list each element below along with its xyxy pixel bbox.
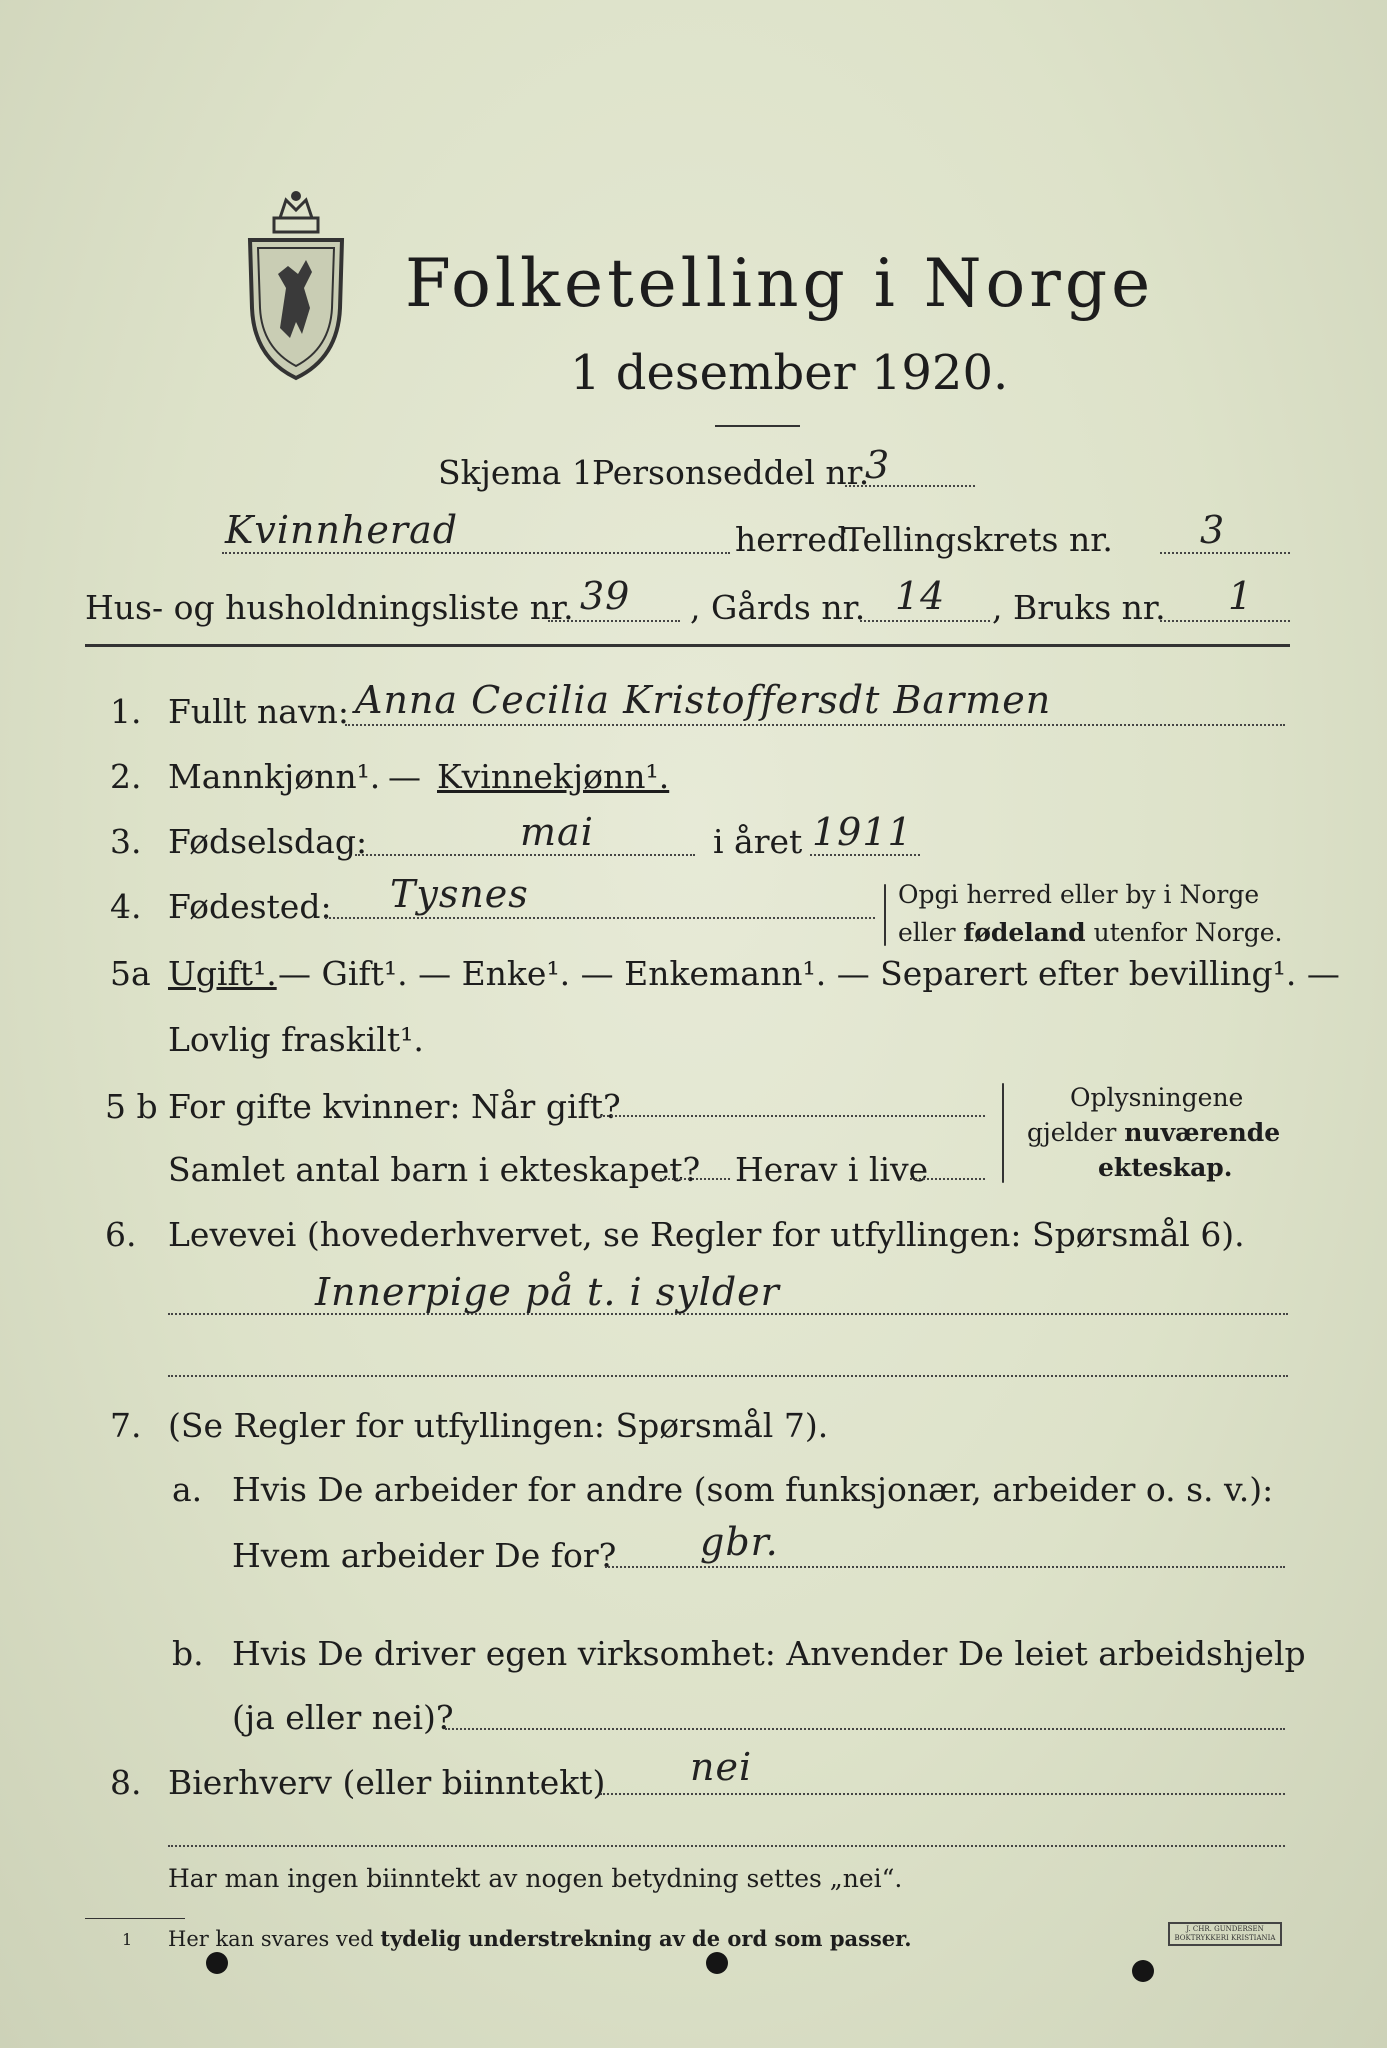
q5b-note-text-b: nuværende <box>1124 1118 1281 1147</box>
q8-extra-line <box>168 1845 1285 1847</box>
punch-hole-left <box>206 1952 228 1974</box>
q3-value: mai <box>520 810 594 854</box>
gards-field[interactable] <box>860 620 990 622</box>
q5b-brace <box>1002 1083 1004 1183</box>
q7b-question: Hvis De driver egen virksomhet: Anvender De leiet arbeidshjelp <box>232 1634 1306 1673</box>
q7-label: (Se Regler for utfyllingen: Spørsmål 7). <box>168 1406 829 1445</box>
q6-number: 6. <box>105 1215 137 1254</box>
punch-hole-right <box>1132 1960 1154 1982</box>
q4-value: Tysnes <box>390 872 529 916</box>
q5a-fraskilt: Lovlig fraskilt¹. <box>168 1020 424 1059</box>
punch-hole-center <box>706 1952 728 1974</box>
q7b-letter: b. <box>172 1634 204 1673</box>
biinntekt-note: Har man ingen biinntekt av nogen betydning settes „nei“. <box>168 1864 903 1893</box>
herred-label: herred. <box>735 520 859 559</box>
q5a-ugift: Ugift¹. <box>168 954 277 993</box>
q5b-note-line2 <box>1027 1118 1280 1147</box>
q5b-label-married: For gifte kvinner: Når gift? <box>168 1087 621 1126</box>
gards-value: 14 <box>895 574 946 618</box>
footnote-text-b: tydelig understrekning av de ord som passer. <box>380 1926 912 1951</box>
coat-of-arms-icon <box>240 188 352 388</box>
tellingskrets-field[interactable] <box>1160 552 1290 554</box>
husliste-label: Hus- og husholdningsliste nr. <box>85 588 574 627</box>
q3-year-value: 1911 <box>812 810 913 854</box>
husliste-field[interactable] <box>548 620 680 622</box>
q2-mann: Mannkjønn¹. <box>168 757 381 796</box>
q5b-note-line3: ekteskap. <box>1098 1153 1233 1182</box>
title-divider <box>715 425 800 427</box>
q4-field[interactable] <box>325 917 875 919</box>
q6-field-line2[interactable] <box>168 1375 1288 1377</box>
personseddel-value: 3 <box>865 443 891 487</box>
q7a-field[interactable] <box>605 1566 1285 1568</box>
q4-note-text-c: utenfor Norge. <box>1085 918 1283 947</box>
q2-kvinne: Kvinnekjønn¹. <box>437 757 670 796</box>
q8-number: 8. <box>110 1763 142 1802</box>
q3-field[interactable] <box>355 854 695 856</box>
herred-value: Kvinnherad <box>225 508 459 552</box>
q7b-field[interactable] <box>445 1728 1285 1730</box>
q8-label: Bierhverv (eller biinntekt) <box>168 1763 606 1802</box>
q5b-label-children: Samlet antal barn i ekteskapet? <box>168 1150 701 1189</box>
q5b-alive-field[interactable] <box>910 1178 985 1180</box>
bruks-field[interactable] <box>1160 620 1290 622</box>
q5b-note-line1: Oplysningene <box>1070 1083 1244 1112</box>
tellingskrets-label: Tellingskrets nr. <box>843 520 1113 559</box>
printer-stamp: J. CHR. GUNDERSEN BOKTRYKKERI KRISTIANIA <box>1168 1922 1282 1946</box>
q4-number: 4. <box>110 887 142 926</box>
q8-field[interactable] <box>600 1793 1285 1795</box>
q1-field[interactable] <box>345 724 1285 726</box>
q7a-question-employer: Hvem arbeider De for? <box>232 1536 617 1575</box>
bruks-value: 1 <box>1228 574 1254 618</box>
gards-label: , Gårds nr. <box>690 588 866 627</box>
footnote-text <box>168 1926 912 1951</box>
q7a-value: gbr. <box>700 1520 779 1564</box>
q5b-number: 5 b <box>105 1087 158 1126</box>
q4-note-line2 <box>898 918 1282 947</box>
tellingskrets-value: 3 <box>1200 508 1226 552</box>
q7-number: 7. <box>110 1406 142 1445</box>
q4-note-text-b: fødeland <box>963 918 1086 947</box>
husliste-value: 39 <box>580 574 631 618</box>
q7b-question-ja-nei: (ja eller nei)? <box>232 1698 454 1737</box>
q3-label: Fødselsdag: <box>168 822 368 861</box>
personseddel-label: Personseddel nr. <box>592 453 870 492</box>
q6-value: Innerpige på t. i sylder <box>315 1270 780 1314</box>
q6-label: Levevei (hovederhvervet, se Regler for utfyllingen: Spørsmål 6). <box>168 1215 1245 1254</box>
bruks-label: , Bruks nr. <box>992 588 1166 627</box>
q3-year-label: i året <box>713 822 803 861</box>
form-title: Folketelling i Norge <box>405 245 1155 322</box>
q1-label: Fullt navn: <box>168 692 349 731</box>
q5b-married-field[interactable] <box>600 1115 985 1117</box>
q5b-label-alive: Herav i live <box>735 1150 929 1189</box>
q5a-options: — Gift¹. — Enke¹. — Enkemann¹. — Separert efter bevilling¹. — <box>278 954 1340 993</box>
q2-number: 2. <box>110 757 142 796</box>
q1-number: 1. <box>110 692 142 731</box>
q7a-question: Hvis De arbeider for andre (som funksjonær, arbeider o. s. v.): <box>232 1470 1274 1509</box>
q4-brace <box>884 884 886 946</box>
census-date: 1 desember 1920. <box>570 345 1009 401</box>
q4-note-line1: Opgi herred eller by i Norge <box>898 880 1260 909</box>
skjema-label: Skjema 1. <box>438 453 604 492</box>
q5b-children-field[interactable] <box>655 1178 730 1180</box>
header-separator <box>85 644 1290 647</box>
footnote-number: 1 <box>122 1930 133 1949</box>
q4-note-text-a: eller <box>898 918 964 947</box>
q8-value: nei <box>690 1745 753 1789</box>
q1-value: Anna Cecilia Kristoffersdt Barmen <box>355 678 1052 722</box>
q3-number: 3. <box>110 822 142 861</box>
q2-dash: — <box>388 757 421 796</box>
q3-year-field[interactable] <box>810 854 920 856</box>
q4-label: Fødested: <box>168 887 332 926</box>
footnote-rule <box>85 1918 185 1919</box>
footnote-text-a: Her kan svares ved <box>168 1927 381 1951</box>
q7a-letter: a. <box>172 1470 203 1509</box>
herred-field[interactable] <box>222 552 730 554</box>
q5b-note-text-a: gjelder <box>1027 1118 1125 1147</box>
q5a-number: 5a <box>110 954 151 993</box>
